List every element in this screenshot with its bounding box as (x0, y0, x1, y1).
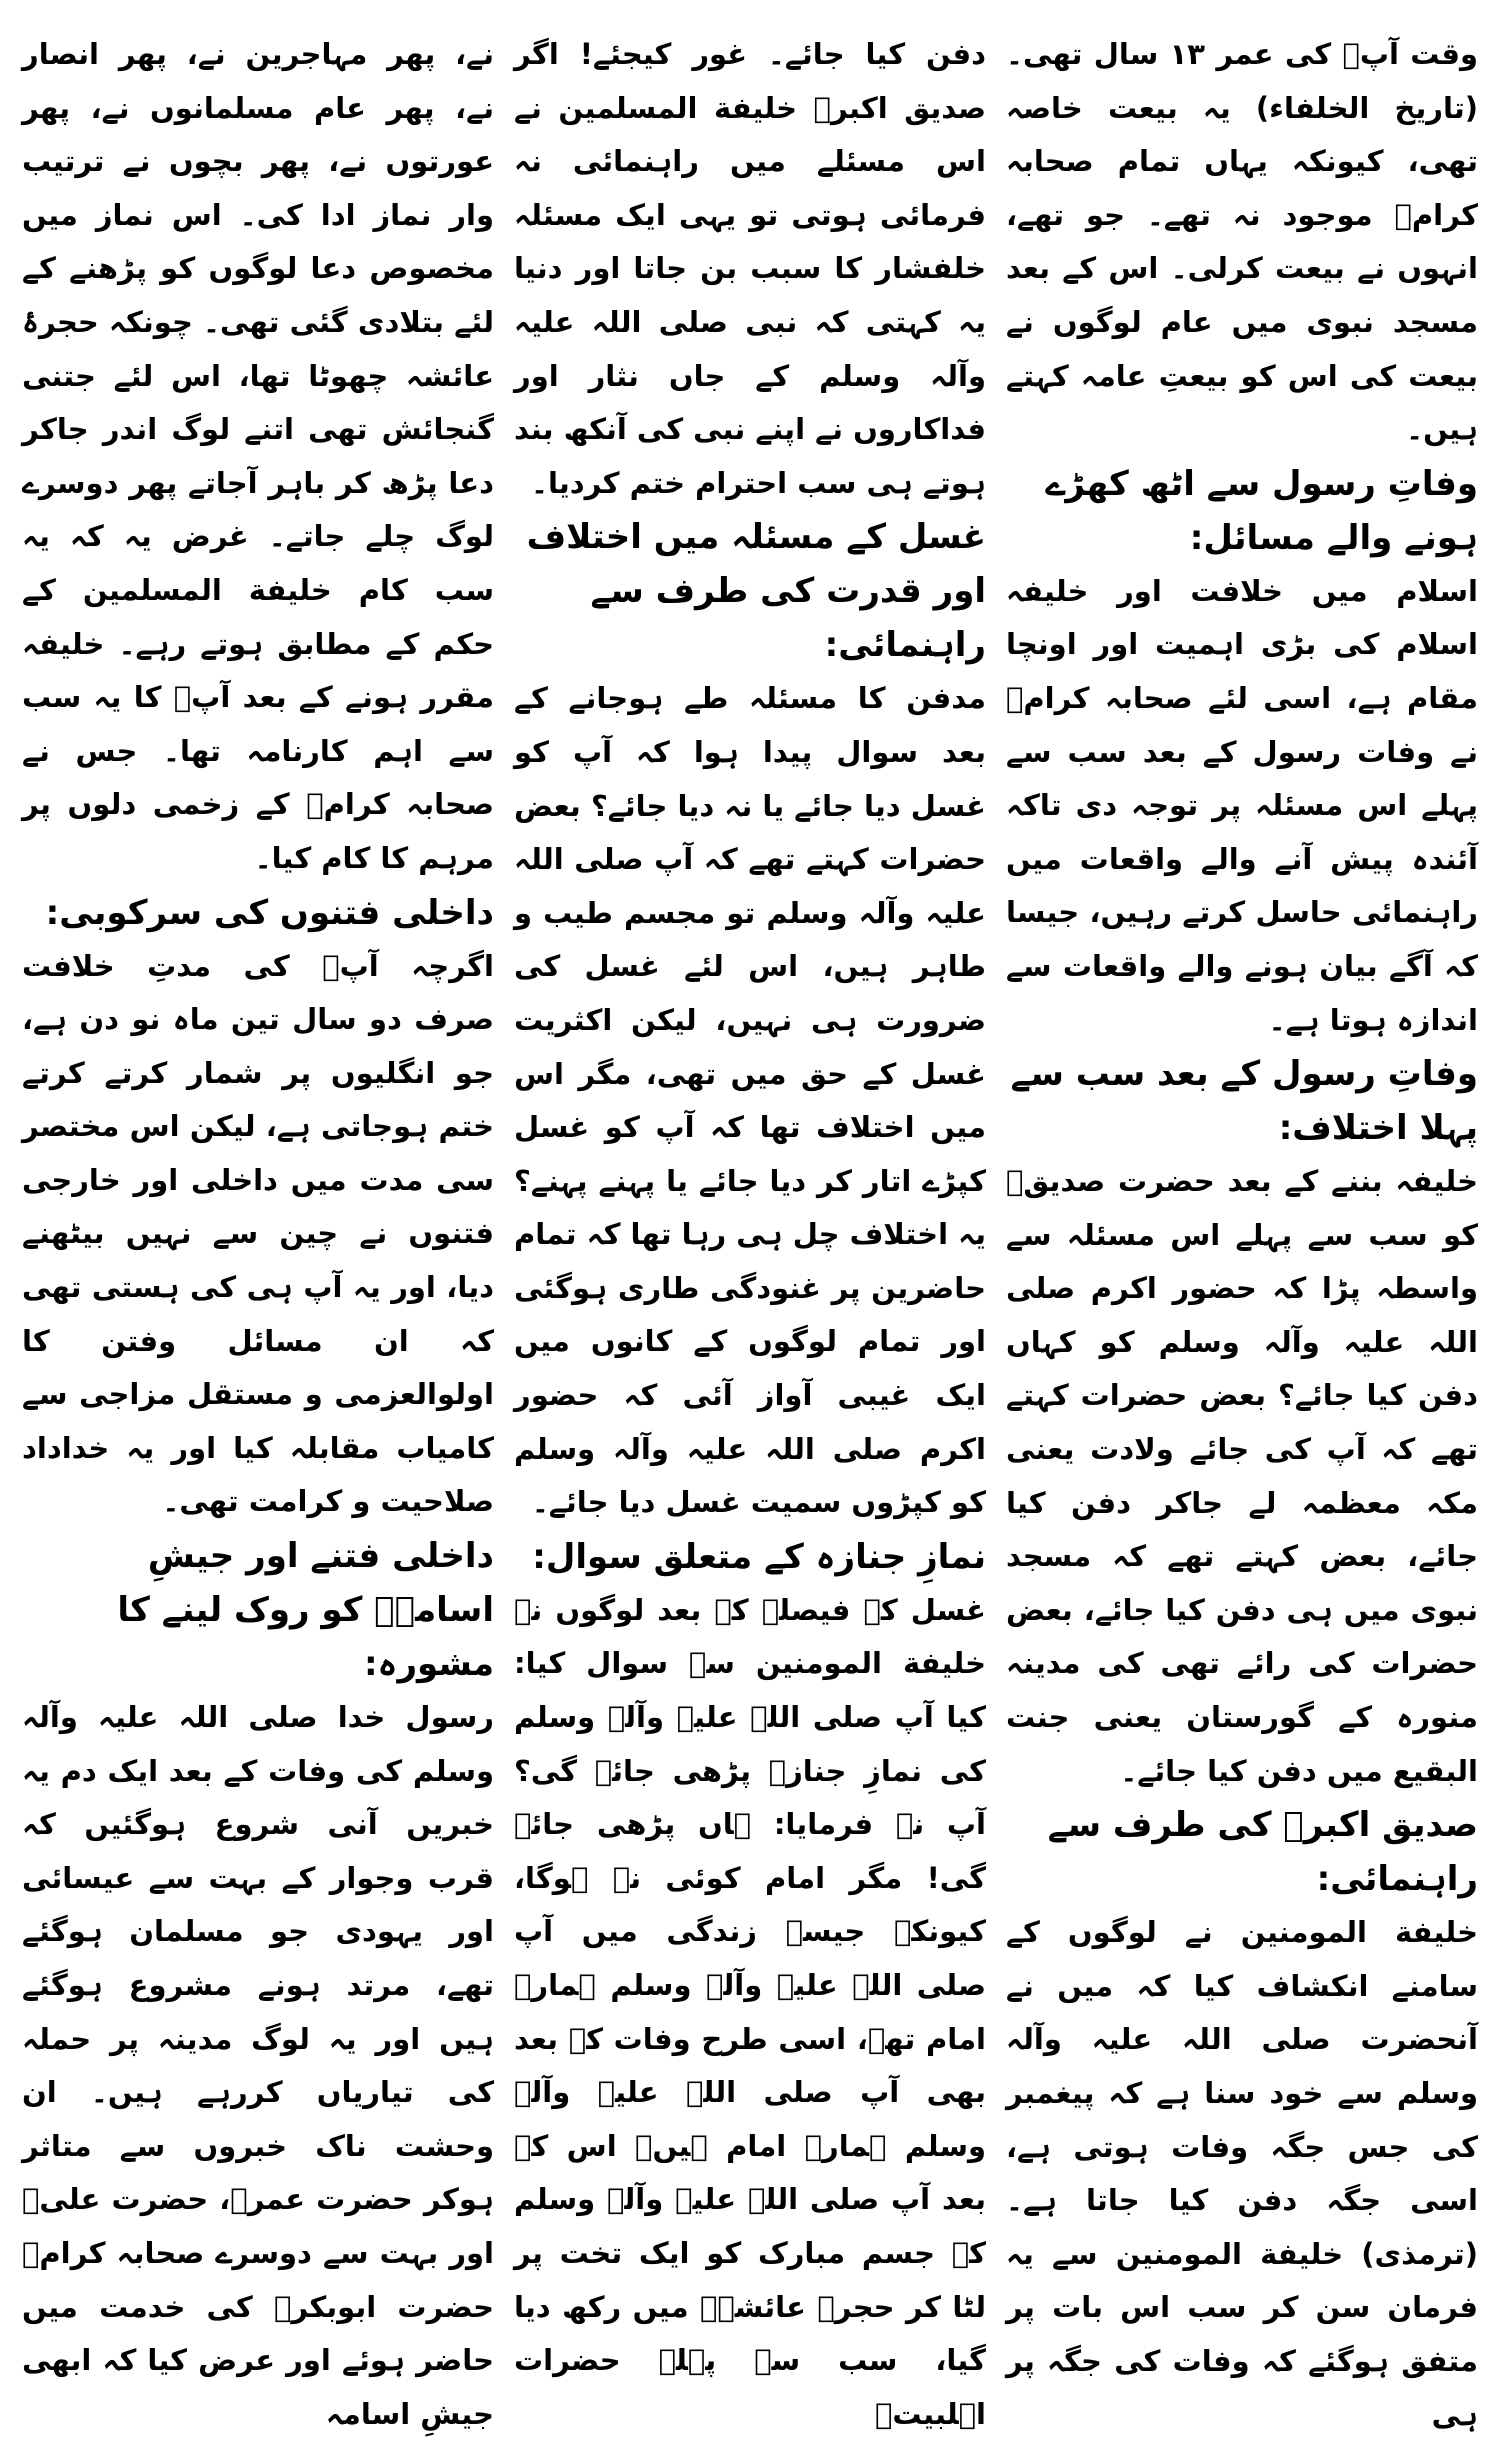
paragraph: رسول خدا صلی اللہ علیہ وآلہ وسلم کی وفات کے بعد ایک دم یہ خبریں آنی شروع ہوگئیں کہ قرب وجوار کے بہت سے عیسائی اور یہودی جو مسلمان ہوگئے تھے، مرتد ہونے مشروع ہوگئے ہیں اور یہ لوگ مدینہ پر حملہ کی تیاریاں کررہے ہیں۔ ان وحشت ناک خبروں سے متاثر ہوکر حضرت عمرؓ، حضرت علیؓ اور بہت سے دوسرے صحابہ کرامؓ حضرت ابوبکرؓ کی خدمت میں حاضر ہوئے اور عرض کیا کہ ابھی جیشِ اسامہ (22, 1700, 494, 2431)
section-heading: داخلی فتنے اور جیشِ اسامہؓ کو روک لینے کا مشورہ: (117, 1536, 494, 1685)
section-heading: نمازِ جنازہ کے متعلق سوال: (532, 1536, 986, 1577)
column-middle (514, 28, 986, 2431)
paragraph: نے، پھر مہاجرین نے، پھر انصار نے، پھر عام مسلمانوں نے، پھر عورتوں نے، پھر بچوں نے ترتیب وار نماز ادا کی۔ اس نماز میں مخصوص دعا لوگوں کو پڑھنے کے لئے بتلادی گئی تھی۔ چونکہ حجرۂ عائشہ چھوٹا تھا، اس لئے جتنی گنجائش تھی اتنے لوگ اندر جاکر دعا پڑھ کر باہر آجاتے پھر دوسرے لوگ چلے جاتے۔ غرض یہ کہ یہ سب کام خلیفة المسلمین کے حکم کے مطابق ہوتے رہے۔ خلیفہ مقرر ہونے کے بعد آپؓ کا یہ سب سے اہم کارنامہ تھا۔ جس نے صحابہ کرامؓ کے زخمی دلوں پر مرہم کا کام کیا۔ (22, 37, 494, 875)
section-heading: وفاتِ رسول کے بعد سب سے پہلا اختلاف: (1010, 1054, 1478, 1149)
paragraph: خلیفہ بننے کے بعد حضرت صدیقؓ کو سب سے پہلے اس مسئلہ سے واسطہ پڑا کہ حضور اکرم صلی اللہ علیہ وآلہ وسلم کو کہاں دفن کیا جائے؟ بعض حضرات کہتے تھے کہ آپ کی جائے ولادت یعنی مکہ معظمہ لے جاکر دفن کیا جائے، بعض کہتے تھے کہ مسجد نبوی میں ہی دفن کیا جائے، بعض حضرات کی رائے تھی کی مدینہ منورہ کے گورستان یعنی جنت البقیع میں دفن کیا جائے۔ (1006, 1164, 1478, 1788)
column-right (1006, 28, 1478, 2432)
paragraph: اسلام میں خلافت اور خلیفہ اسلام کی بڑی اہمیت اور اونچا مقام ہے، اسی لئے صحابہ کرامؓ نے وفات رسول کے بعد سب سے پہلے اس مسئلہ پر توجہ دی تاکہ آئندہ پیش آنے والے واقعات میں راہنمائی حاسل کرتے رہیں، جیسا کہ آگے بیان ہونے والے واقعات سے اندازہ ہوتا ہے۔ (1006, 573, 1478, 1037)
column-left (22, 28, 494, 2431)
paragraph: غسل کے فیصلہ کے بعد لوگوں نے خلیفة المومنین سے سوال کیا: کیا آپ صلی اللہ علیہ وآلہ وسلم کی نمازِ جنازہ پڑھی جائے گی؟ آپ نے فرمایا: ہاں پڑھی جائے گی! مگر امام کوئی نہ ہوگا، کیونکہ جیسے زندگی میں آپ صلی اللہ علیہ وآلہ وسلم ہمارے امام تھے، اسی طرح وفات کے بعد بھی آپ صلی اللہ علیہ وآلہ وسلم ہمارے امام ہیں۔ اس کے بعد آپ صلی اللہ علیہ وآلہ وسلم کے جسم مبارک کو ایک تخت پر لٹا کر حجرۂ عائشہؓ میں رکھ دیا گیا، سب سے پہلے حضرات اہلبیتؓ (514, 1592, 986, 2431)
paragraph: مدفن کا مسئلہ طے ہوجانے کے بعد سوال پیدا ہوا کہ آپ کو غسل دیا جائے یا نہ دیا جائے؟ بعض حضرات کہتے تھے کہ آپ صلی اللہ علیہ وآلہ وسلم تو مجسم طیب و طاہر ہیں، اس لئے غسل کی ضرورت ہی نہیں، لیکن اکثریت غسل کے حق میں تھی، مگر اس میں اختلاف تھا کہ آپ کو غسل کپڑے اتار کر دیا جائے یا پہنے پہنے؟ یہ اختلاف چل ہی رہا تھا کہ تمام حاضرین پر غنودگی طاری ہوگئی اور تمام لوگوں کے کانوں میں ایک غیبی آواز آئی کہ حضور اکرم صلی اللہ علیہ وآلہ وسلم کو کپڑوں سمیت غسل دیا جائے۔ (514, 681, 986, 1520)
paragraph: اگرچہ آپؓ کی مدتِ خلافت صرف دو سال تین ماہ نو دن ہے، جو انگلیوں پر شمار کرتے کرتے ختم ہوجاتی ہے، لیکن اس مختصر سی مدت میں داخلی اور خارجی فتنوں نے چین سے نہیں بیٹھنے دیا، اور یہ آپ ہی کی ہستی تھی کہ ان مسائل وفتن کا اولوالعزمی و مستقل مزاجی سے کامیاب مقابلہ کیا اور یہ خداداد صلاحیت و کرامت تھی۔ (22, 948, 494, 1519)
section-heading: صدیق اکبرؓ کی طرف سے راہنمائی: (1047, 1805, 1478, 1900)
paragraph: خلیفة المومنین نے لوگوں کے سامنے انکشاف کیا کہ میں نے آنحضرت صلی اللہ علیہ وآلہ وسلم سے خود سنا ہے کہ پیغمبر کی جس جگہ وفات ہوتی ہے، اسی جگہ دفن کیا جاتا ہے۔ (ترمذی) خلیفة المومنین سے یہ فرمان سن کر سب اس بات پر متفق ہوگئے کہ وفات کی جگہ پر ہی (1006, 1915, 1478, 2432)
paragraph: دفن کیا جائے۔ غور کیجئے! اگر صدیق اکبرؓ خلیفة المسلمین نے اس مسئلے میں راہنمائی نہ فرمائی ہوتی تو یہی ایک مسئلہ خلفشار کا سبب بن جاتا اور دنیا یہ کہتی کہ نبی صلی اللہ علیہ وآلہ وسلم کے جاں نثار اور فداکاروں نے اپنے نبی کی آنکھ بند ہوتے ہی سب احترام ختم کردیا۔ (514, 37, 986, 500)
section-heading: غسل کے مسئلہ میں اختلاف اور قدرت کی طرف سے راہنمائی: (526, 517, 986, 666)
section-heading: داخلی فتنوں کی سرکوبی: (45, 892, 494, 933)
paragraph: وقت آپؓ کی عمر ۱۳ سال تھی۔ (تاریخ الخلفاء) یہ بیعت خاصہ تھی، کیونکہ یہاں تمام صحابہ کرامؓ موجود نہ تھے۔ جو تھے، انہوں نے بیعت کرلی۔ اس کے بعد مسجد نبوی میں عام لوگوں نے بیعت کی اس کو بیعتِ عامہ کہتے ہیں۔ (1006, 37, 1478, 447)
section-heading: وفاتِ رسول سے اٹھ کھڑے ہونے والے مسائل: (1045, 463, 1478, 558)
